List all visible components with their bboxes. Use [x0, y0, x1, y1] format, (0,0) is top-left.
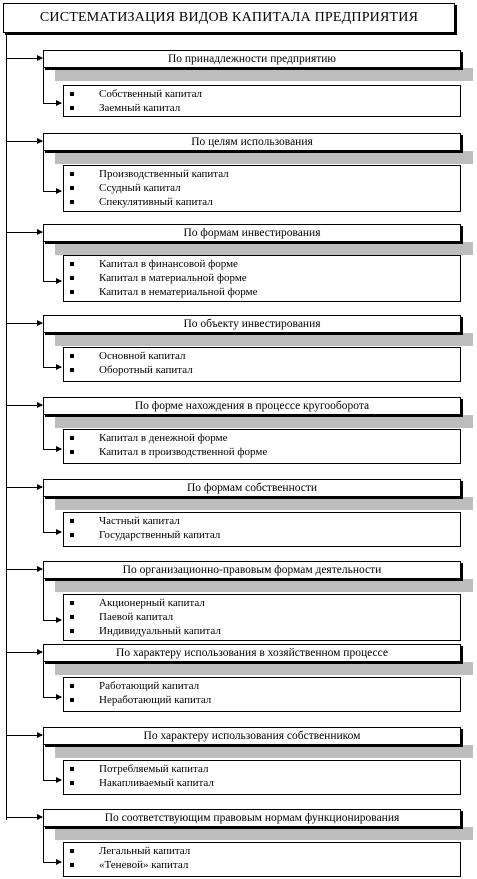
list-item — [64, 195, 460, 209]
bullet-icon — [70, 186, 74, 190]
arrow-to-items — [43, 449, 61, 450]
list-item-label: «Теневой» капитал — [99, 859, 189, 871]
list-item-label: Государственный капитал — [99, 529, 221, 541]
category-shadow — [55, 68, 473, 81]
items-box — [63, 594, 461, 641]
bullet-icon — [70, 684, 74, 688]
list-item — [64, 181, 460, 195]
arrow-to-items — [43, 103, 61, 104]
bullet-icon — [70, 368, 74, 372]
list-item — [64, 762, 460, 776]
list-item — [64, 596, 460, 610]
arrow-to-category — [7, 58, 42, 59]
items-box — [63, 429, 461, 464]
list-item — [64, 349, 460, 363]
category-shadow — [55, 415, 473, 428]
list-item-label: Капитал в финансовой форме — [99, 258, 238, 270]
list-item — [64, 624, 460, 638]
list-item-label: Капитал в нематериальной форме — [99, 286, 258, 298]
list-item — [64, 431, 460, 445]
list-item-label: Легальный капитал — [99, 845, 191, 857]
category-shadow — [55, 242, 473, 255]
list-item — [64, 858, 460, 872]
bullet-icon — [70, 290, 74, 294]
items-box — [63, 760, 461, 795]
list-item — [64, 257, 460, 271]
list-item — [64, 514, 460, 528]
arrow-to-items — [43, 532, 61, 533]
list-item-label: Оборотный капитал — [99, 364, 193, 376]
category-shadow — [55, 662, 473, 675]
list-item-label: Капитал в денежной форме — [99, 432, 228, 444]
bullet-icon — [70, 106, 74, 110]
category-box: По характеру использования собственником — [43, 727, 461, 745]
list-item — [64, 285, 460, 299]
arrow-to-category — [7, 405, 42, 406]
category-box: По принадлежности предприятию — [43, 50, 461, 68]
connector-line — [43, 333, 44, 367]
arrow-to-items — [43, 620, 61, 621]
list-item-label: Капитал в материальной форме — [99, 272, 247, 284]
category-shadow — [55, 497, 473, 510]
arrow-to-category — [7, 817, 42, 818]
bullet-icon — [70, 519, 74, 523]
connector-line — [43, 151, 44, 191]
list-item-label: Капитал в производственной форме — [99, 446, 268, 458]
category-box: По формам собственности — [43, 479, 461, 497]
connector-line — [43, 242, 44, 281]
arrow-to-category — [7, 735, 42, 736]
connector-line — [43, 579, 44, 620]
category-shadow — [55, 333, 473, 346]
arrow-to-category — [7, 652, 42, 653]
list-item — [64, 528, 460, 542]
list-item — [64, 87, 460, 101]
items-box — [63, 85, 461, 117]
bullet-icon — [70, 172, 74, 176]
bullet-icon — [70, 450, 74, 454]
category-box: По соответствующим правовым нормам функционирования — [43, 809, 461, 827]
bullet-icon — [70, 781, 74, 785]
arrow-to-category — [7, 232, 42, 233]
arrow-to-items — [43, 862, 61, 863]
trunk-line — [6, 34, 7, 820]
bullet-icon — [70, 200, 74, 204]
list-item — [64, 844, 460, 858]
arrow-to-category — [7, 487, 42, 488]
list-item — [64, 271, 460, 285]
list-item — [64, 693, 460, 707]
category-shadow — [55, 579, 473, 592]
items-box — [63, 842, 461, 877]
bullet-icon — [70, 767, 74, 771]
bullet-icon — [70, 533, 74, 537]
list-item-label: Неработающий капитал — [99, 694, 212, 706]
list-item-label: Индивидуальный капитал — [99, 625, 221, 637]
arrow-to-items — [43, 697, 61, 698]
list-item-label: Работающий капитал — [99, 680, 200, 692]
list-item — [64, 679, 460, 693]
bullet-icon — [70, 92, 74, 96]
bullet-icon — [70, 849, 74, 853]
arrow-to-category — [7, 141, 42, 142]
list-item-label: Частный капитал — [99, 515, 180, 527]
arrow-to-items — [43, 281, 61, 282]
bullet-icon — [70, 262, 74, 266]
bullet-icon — [70, 601, 74, 605]
category-box: По формам инвестирования — [43, 224, 461, 242]
bullet-icon — [70, 276, 74, 280]
connector-line — [43, 662, 44, 697]
category-shadow — [55, 745, 473, 758]
category-box: По форме нахождения в процессе кругооборота — [43, 397, 461, 415]
arrow-to-items — [43, 191, 61, 192]
connector-line — [43, 415, 44, 449]
list-item-label: Ссудный капитал — [99, 182, 181, 194]
list-item-label: Производственный капитал — [99, 168, 229, 180]
list-item-label: Паевой капитал — [99, 611, 174, 623]
arrow-to-items — [43, 780, 61, 781]
diagram-title: СИСТЕМАТИЗАЦИЯ ВИДОВ КАПИТАЛА ПРЕДПРИЯТИЯ — [3, 3, 455, 33]
arrow-to-category — [7, 569, 42, 570]
list-item — [64, 610, 460, 624]
bullet-icon — [70, 615, 74, 619]
items-box — [63, 512, 461, 547]
list-item — [64, 445, 460, 459]
items-box — [63, 677, 461, 712]
bullet-icon — [70, 863, 74, 867]
bullet-icon — [70, 354, 74, 358]
category-box: По объекту инвестирования — [43, 315, 461, 333]
list-item — [64, 101, 460, 115]
list-item — [64, 363, 460, 377]
category-shadow — [55, 151, 473, 164]
list-item-label: Спекулятивный капитал — [99, 196, 213, 208]
connector-line — [43, 745, 44, 780]
category-box: По характеру использования в хозяйственном процессе — [43, 644, 461, 662]
category-box: По организационно-правовым формам деятельности — [43, 561, 461, 579]
bullet-icon — [70, 436, 74, 440]
items-box — [63, 347, 461, 382]
list-item-label: Накапливаемый капитал — [99, 777, 214, 789]
connector-line — [43, 68, 44, 103]
list-item — [64, 167, 460, 181]
list-item-label: Потребляемый капитал — [99, 763, 209, 775]
category-box: По целям использования — [43, 133, 461, 151]
bullet-icon — [70, 629, 74, 633]
items-box — [63, 165, 461, 212]
list-item-label: Собственный капитал — [99, 88, 203, 100]
connector-line — [43, 497, 44, 532]
category-shadow — [55, 827, 473, 840]
list-item-label: Основной капитал — [99, 350, 186, 362]
items-box — [63, 255, 461, 302]
list-item — [64, 776, 460, 790]
list-item-label: Заемный капитал — [99, 102, 181, 114]
list-item-label: Акционерный капитал — [99, 597, 205, 609]
connector-line — [43, 827, 44, 862]
arrow-to-category — [7, 323, 42, 324]
bullet-icon — [70, 698, 74, 702]
arrow-to-items — [43, 367, 61, 368]
